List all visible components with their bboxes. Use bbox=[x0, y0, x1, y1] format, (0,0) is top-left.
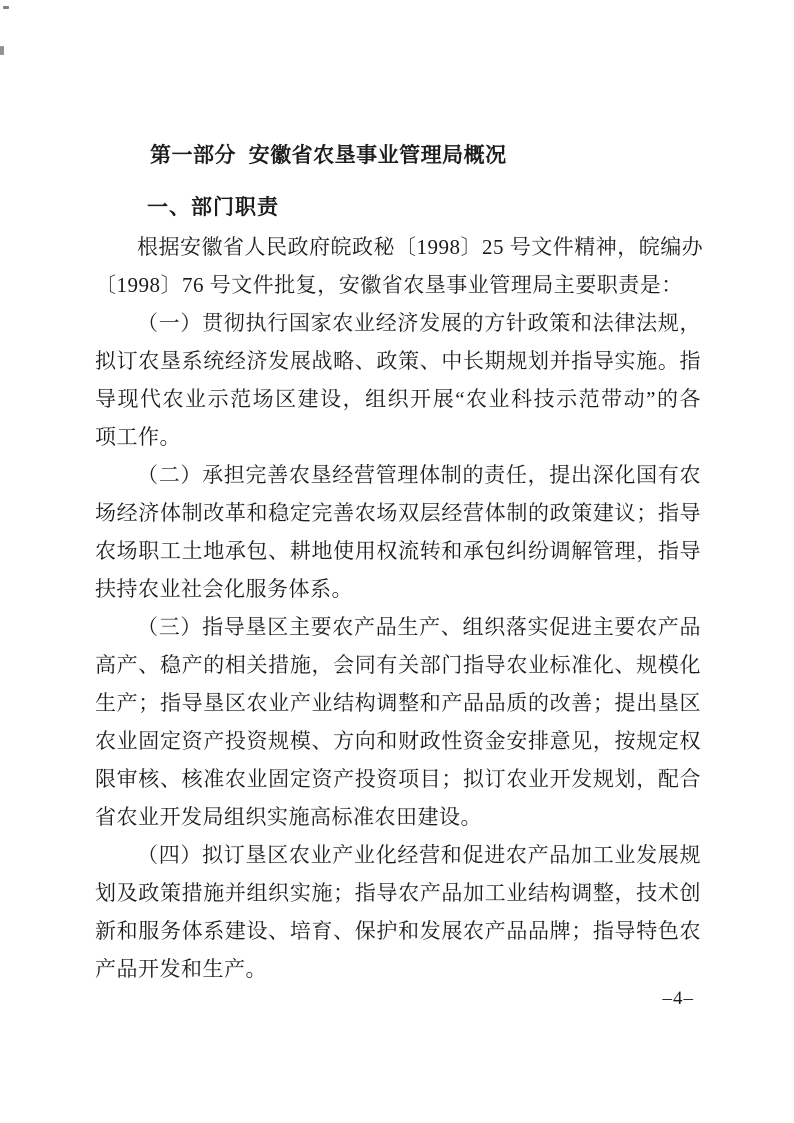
text-line: 划及政策措施并组织实施；指导农产品加工业结构调整，技术创 bbox=[95, 881, 701, 905]
scan-artifact bbox=[3, 6, 9, 9]
text-line: 场经济体制改革和稳定完善农场双层经营体制的政策建议；指导 bbox=[95, 501, 701, 525]
scan-artifact bbox=[0, 46, 4, 55]
subsection-title: 一、部门职责 bbox=[147, 196, 279, 219]
paragraph bbox=[95, 228, 704, 304]
text-line: 生产；指导垦区农业产业结构调整和产品品质的改善；提出垦区 bbox=[95, 691, 701, 715]
page-content bbox=[95, 0, 704, 988]
text-line: （一）贯彻执行国家农业经济发展的方针政策和法律法规， bbox=[137, 311, 701, 335]
paragraph bbox=[95, 456, 701, 608]
text-line: 扶持农业社会化服务体系。 bbox=[95, 577, 353, 601]
text-line: 高产、稳产的相关措施，会同有关部门指导农业标准化、规模化 bbox=[95, 653, 701, 677]
paragraph-list bbox=[95, 228, 704, 988]
text-line: 导现代农业示范场区建设，组织开展“农业科技示范带动”的各 bbox=[95, 387, 701, 411]
text-line: 根据安徽省人民政府皖政秘〔1998〕25 号文件精神，皖编办 bbox=[137, 235, 704, 259]
text-line: （四）拟订垦区农业产业化经营和促进农产品加工业发展规 bbox=[137, 843, 701, 867]
text-line: 农业固定资产投资规模、方向和财政性资金安排意见，按规定权 bbox=[95, 729, 701, 753]
text-line: 〔1998〕76 号文件批复，安徽省农垦事业管理局主要职责是： bbox=[95, 273, 683, 297]
text-line: 限审核、核准农业固定资产投资项目；拟订农业开发规划，配合 bbox=[95, 767, 701, 791]
text-line: 省农业开发局组织实施高标准农田建设。 bbox=[95, 805, 482, 829]
paragraph bbox=[95, 836, 701, 988]
page-number: –4– bbox=[662, 988, 694, 1009]
text-line: 项工作。 bbox=[95, 425, 181, 449]
section-title: 第一部分 安徽省农垦事业管理局概况 bbox=[150, 144, 507, 167]
paragraph bbox=[95, 304, 701, 456]
text-line: （三）指导垦区主要农产品生产、组织落实促进主要农产品 bbox=[137, 615, 701, 639]
text-line: 农场职工土地承包、耕地使用权流转和承包纠纷调解管理，指导 bbox=[95, 539, 701, 563]
paragraph bbox=[95, 608, 701, 836]
text-line: 拟订农垦系统经济发展战略、政策、中长期规划并指导实施。指 bbox=[95, 349, 701, 373]
text-line: （二）承担完善农垦经营管理体制的责任，提出深化国有农 bbox=[137, 463, 701, 487]
text-line: 新和服务体系建设、培育、保护和发展农产品品牌；指导特色农 bbox=[95, 919, 701, 943]
text-line: 产品开发和生产。 bbox=[95, 957, 267, 981]
